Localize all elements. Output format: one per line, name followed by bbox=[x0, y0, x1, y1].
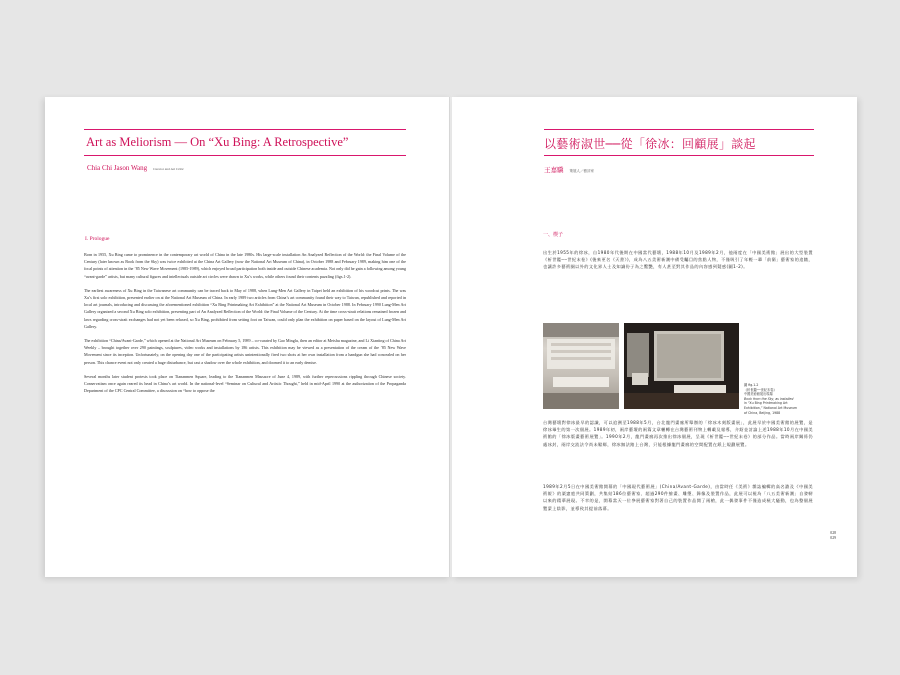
photo-caption bbox=[744, 383, 804, 415]
chinese-title: 以藝術淑世──從「徐冰：回顧展」談起 bbox=[544, 137, 756, 151]
installation-photo-1 bbox=[543, 323, 619, 409]
author-role: 策展人／藝評家 bbox=[569, 169, 594, 173]
right-page bbox=[452, 97, 857, 577]
installation-photo-2 bbox=[624, 323, 739, 409]
author-role: Curator and Art Critic bbox=[153, 167, 184, 171]
caption-line: 圖 fig.1-2 bbox=[744, 383, 759, 387]
paragraph: The exhibition “China/Avant-Garde,” which opened at the National Art Museum on February 5, 1989 – co-curated by Gao Minglu, then an editor at Meishu magazine, and Li Xianting of China Art Weekly – brought together over 290 paintings, sculptures, video works and installations by 186 artists. This exhibition may be viewed as a presentation of the cream of the ’85 New Wave Movement since its inception. Unfortunately, on the opening day one of the participating artists unintentionally fired two shots at her own installation from a handgun she had concealed on her person. This chance event not only created a huge disturbance, but cast a shadow over the whole exhibition, and doomed it to an early demise. bbox=[84, 338, 406, 365]
chinese-paragraph-3: 1989年2月5日在中國美術館開幕的「中國現代藝術展」(China/Avant-Garde)，由當時任《美術》雜誌編輯的高名潞及《中國美術報》的栗憲庭共同策劃，共集結186位藝術家、超過290件繪畫、雕塑、錄像及裝置作品，此展可以視為「八五美術新潮」自發軔以來的精華展現。不幸的是，開幕當天一位參展藝術家對著自己的裝置作品開了兩槍，此一偶發事件不僅造成極大騷動，也為整個展覽蒙上陰影，並導致其提前落幕。 bbox=[543, 484, 813, 511]
title-top-rule bbox=[544, 129, 814, 130]
paragraph: Born in 1955, Xu Bing came to prominence in the contemporary art world of China in the late 1980s. His large-scale installation An Analyzed Reflection of the World: the Final Volume of the Century (later known as Book from the Sky) was twice exhibited at the China Art Gallery (now the National Art Museum of China), in October 1988 and February 1989, making him one of the focal points of attention in the ’85 New Wave Movement (1985-1989), which enjoyed broad participation both inside and outside Chinese academia. Not only did he gain a following among young “avant-garde” artists, but many cultural figures and intellectuals outside art circles were drawn to Xu’s works, while others found their contents puzzling (figs.1-2). bbox=[84, 252, 406, 279]
caption-line: 中國美術館展出現場 bbox=[744, 392, 773, 397]
caption-line: Book from the Sky, as installed bbox=[744, 396, 794, 401]
author-name: Chia Chi Jason Wang bbox=[87, 164, 148, 172]
paragraph: Several months later student protests took place on Tiananmen Square, leading to the Tiananmen Massacre of June 4, 1989, with further repercussions rippling through Chinese society. Conservatism once again reared its head in China’s art world. In the national-level “Seminar on Cultural and Artistic Thought,” held in mid-April 1990 at the authorization of the Propaganda Department of the CPC Central Committee, a discussion on “how to oppose the bbox=[84, 373, 406, 394]
section-heading-prologue: I. Prologue bbox=[85, 236, 110, 242]
english-author bbox=[87, 164, 184, 172]
page-number: 029 bbox=[830, 536, 836, 540]
english-body-text bbox=[84, 251, 406, 566]
title-bottom-rule bbox=[84, 155, 406, 156]
caption-line: in “Xu Bing Printmaking Art bbox=[744, 401, 788, 406]
page-number: 028 bbox=[830, 531, 836, 535]
caption-line: Exhibition,” National Art Museum bbox=[744, 405, 798, 410]
hanging-scrolls-image bbox=[543, 323, 619, 409]
title-bottom-rule bbox=[544, 155, 814, 156]
title-top-rule bbox=[84, 129, 406, 130]
caption-line: 《析世鑑──世紀末卷》 bbox=[744, 387, 777, 392]
paragraph: The earliest awareness of Xu Bing in the Taiwanese art community can be traced back to May of 1988, when Lung-Men Art Gallery in Taipei held an exhibition of his woodcut prints. The was Xu’s first solo exhibition, presented earlier on at the National Art Museum of China. In early 1989 two articles from China’s art community found their way to Taiwan, republished and reported in local art journals, introducing and discussing the aforementioned exhibition “Xu Bing Printmaking Art Exhibition” at the National Art Museum in October 1988. In February 1990 Lung-Men Art Gallery organized a second Xu Bing solo exhibition, presenting part of An Analyzed Reflection of the World: the Final Volume of the Century. At the time cross-strait relations remained frozen and laws regarding cross-strait exchanges had not yet been relaxed, so Xu Bing, prohibited from setting foot on Taiwan, could only plan the exhibition on paper based on the layout of Lung-Men Art Gallery. bbox=[84, 287, 406, 329]
chinese-author bbox=[544, 165, 594, 174]
gallery-room-image bbox=[624, 323, 739, 409]
section-heading-prologue: 一、楔子 bbox=[543, 232, 564, 238]
caption-line: of China, Beijing, 1988 bbox=[744, 410, 781, 415]
english-title: Art as Meliorism — On “Xu Bing: A Retrospective” bbox=[86, 135, 349, 149]
chinese-paragraph-1: 出生於1955年的徐冰，自1980年代後期在中國當代藝壇，1988年10月及1989年2月，他兩度在「中國美術館」展出的大型裝置《析世鑑──世紀末卷》(後來更名《天書》)，成為八五美術新潮中備受矚目的焦點人物，不僅吸引了年輕一輩「前衛」藝術家的追隨，也讓許多藝術圈以外的文化界人士及知識份子為之驚艷，有人甚至對其作品的內容感到疑惑(圖1-2)。 bbox=[543, 250, 813, 270]
page-numbers bbox=[814, 531, 836, 541]
author-name: 王嘉驥 bbox=[544, 166, 564, 174]
left-page bbox=[45, 97, 451, 577]
chinese-paragraph-2: 台灣藝壇對徐冰最早的認識，可以追溯至1988年5月，台北龍門畫廊所舉辦的「徐冰木刻版畫展」，此展早於中國美術館的展覽，是徐冰畢生的第一次個展。1989年初，兩岸藝壇的兩篇文章輾轉在台灣藝術刊物上轉載及報導，介紹並討論上述1988年10月在中國美術館的「徐冰版畫藝術展覽」。1990年2月，龍門畫廊再次推出徐冰個展，呈現《析世鑑──世紀末卷》的部分作品。當時兩岸關係仍處冰封，兩岸交流法令尚未鬆綁，徐冰無法踏上台灣，只能根據龍門畫廊的空間配置在紙上規劃展覽。 bbox=[543, 420, 813, 447]
